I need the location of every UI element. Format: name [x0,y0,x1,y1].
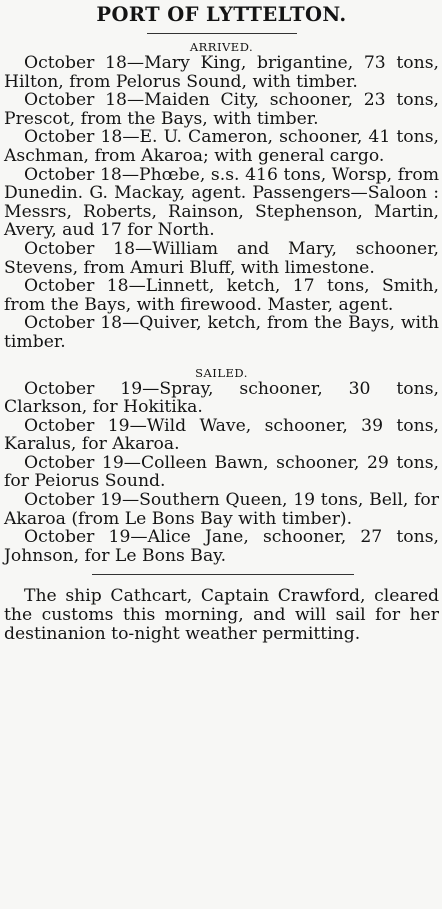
sailed-entry: October 19—Alice Jane, schooner, 27 tons, Johnson, for Le Bons Bay. [4,527,439,566]
title-divider [147,33,297,34]
arrived-entry: October 18—E. U. Cameron, schooner, 41 tons, Aschman, from Akaroa; with general cargo. [4,127,439,166]
arrived-entry: October 18—Maiden City, schooner, 23 tons, Prescot, from the Bays, with timber. [4,90,439,129]
shipping-notice: The ship Cathcart, Captain Crawford, cleared the customs this morning, and will sail for her destinanion to-night weather permitting. [4,586,439,644]
section-spacer [4,352,439,360]
sailed-section [4,366,439,566]
page-title: PORT OF LYTTELTON. [96,3,347,26]
sailed-heading: SAILED. [195,365,248,380]
sailed-entry: October 19—Colleen Bawn, schooner, 29 tons, for Peiorus Sound. [4,452,439,492]
arrived-entry: October 18—Linnett, ketch, 17 tons, Smith, from the Bays, with firewood. Master, agent. [4,276,439,315]
arrived-entry: October 18—Mary King, brigantine, 73 tons, Hilton, from Pelorus Sound, with timber. [4,53,439,92]
arrived-entry: October 18—Quiver, ketch, from the Bays, with timber. [4,313,439,352]
arrived-section [4,40,439,352]
sailed-entry: October 19—Southern Queen, 19 tons, Bell, for Akaroa (from Le Bons Bay with timber). [4,490,439,529]
arrived-entry: October 18—William and Mary, schooner, Stevens, from Amuri Bluff, with limestone. [4,238,439,278]
notice-divider [92,574,354,575]
sailed-entry: October 19—Wild Wave, schooner, 39 tons, Karalus, for Akaroa. [4,415,439,455]
arrived-heading: ARRIVED. [189,40,254,54]
sailed-entry: October 19—Spray, schooner, 30 tons, Clarkson, for Hokitika. [4,378,439,418]
arrived-entry: October 18—Phœbe, s.s. 416 tons, Worsp, from Dunedin. G. Mackay, agent. Passengers—Saloon : Messrs, Roberts, Rainson, Stephenson, Martin, Avery, aud 17 for North. [4,164,439,241]
